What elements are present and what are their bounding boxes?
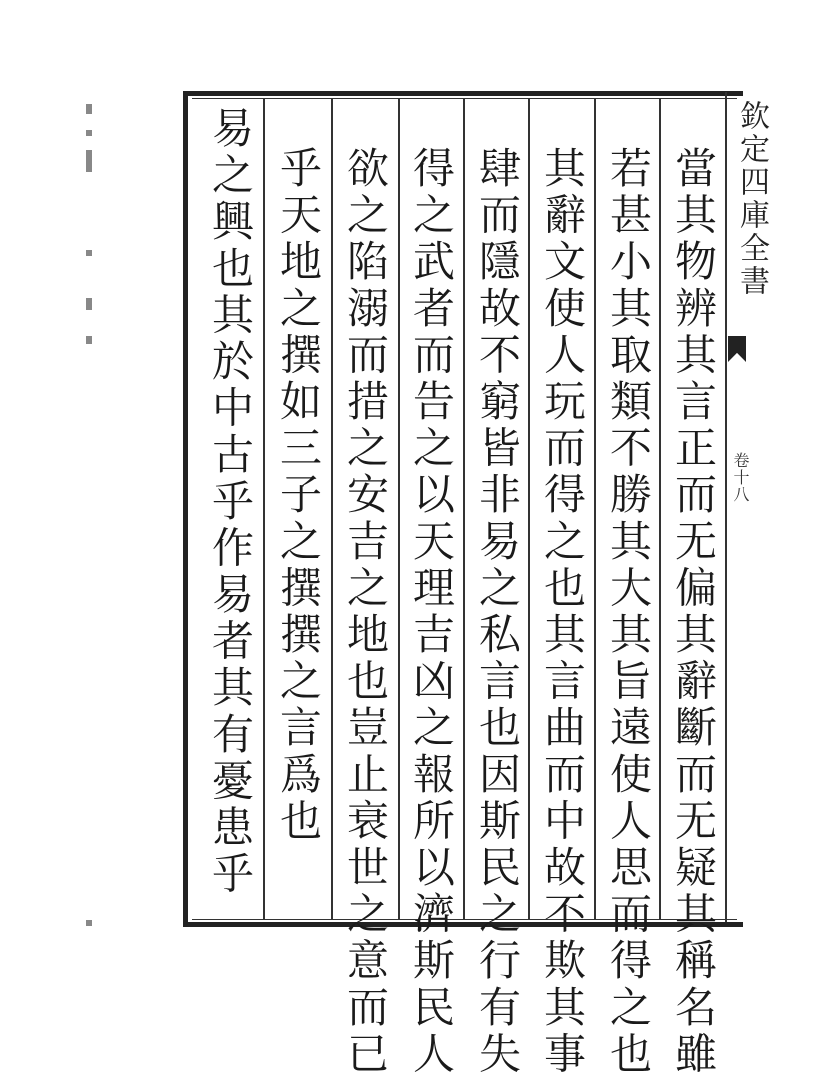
column-rule [594, 98, 596, 920]
text-column-1: 當其物辨其言正而无偏其辭斷而无疑其稱名雖 [669, 146, 718, 1078]
column-rule [331, 98, 333, 920]
column-rule [528, 98, 530, 920]
text-column-8: 易之興也其於中古乎作易者其有憂患乎 [206, 106, 255, 899]
text-column-4: 肆而隱故不窮皆非易之私言也因斯民之行有失 [473, 146, 522, 1078]
book-title: 欽定四庫全書 [734, 100, 769, 298]
text-column-7: 乎天地之撰如三子之撰撰之言爲也 [274, 146, 323, 845]
text-column-2: 若甚小其取類不勝其大其旨遠使人思而得之也 [604, 146, 653, 1078]
volume-label: 卷十八 [731, 452, 750, 503]
column-rule [263, 98, 265, 920]
scan-edge-marks [82, 100, 98, 930]
text-column-6: 欲之陷溺而措之安吉之地也豈止衰世之意而已 [341, 146, 390, 1078]
column-rule [463, 98, 465, 920]
column-rule [659, 98, 661, 920]
column-rule [398, 98, 400, 920]
text-column-3: 其辭文使人玩而得之也其言曲而中故不欺其事 [538, 146, 587, 1078]
text-column-5: 得之武者而告之以天理吉凶之報所以濟斯民人 [407, 146, 456, 1078]
